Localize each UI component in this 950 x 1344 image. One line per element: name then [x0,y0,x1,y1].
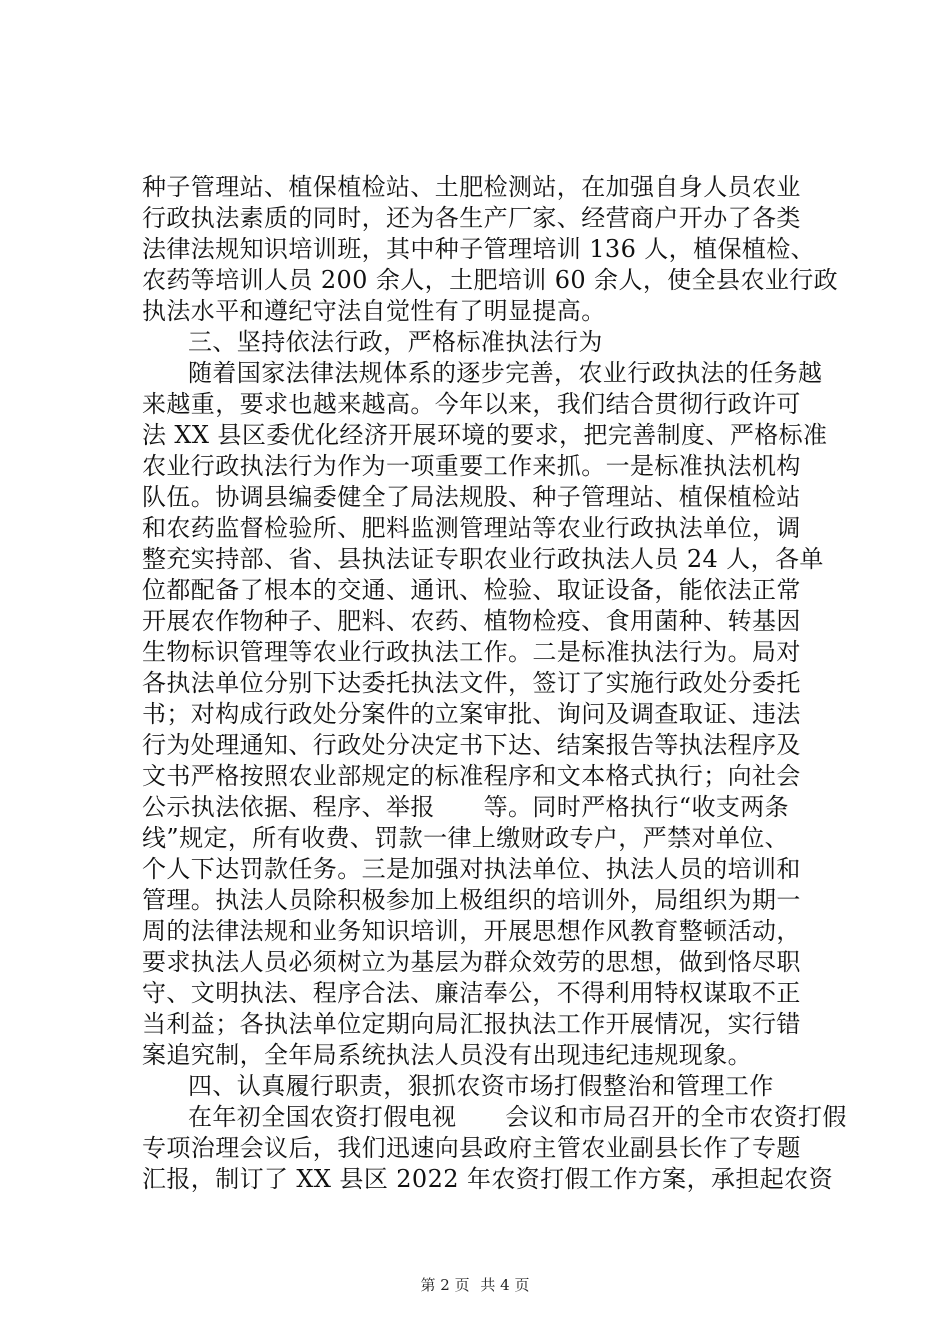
text-line: 法律法规知识培训班，其中种子管理培训 136 人，植保植检、 [142,235,816,263]
text-line: 三、坚持依法行政，严格标准执法行为 [188,328,603,356]
text-line: 整充实持部、省、县执法证专职农业行政执法人员 24 人，各单 [142,545,824,573]
page-footer [0,1275,950,1295]
document-body [142,172,847,1195]
text-line: 来越重，要求也越来越高。今年以来，我们结合贯彻行政许可 [142,390,801,418]
text-line: 种子管理站、植保植检站、土肥检测站，在加强自身人员农业 [142,173,801,201]
text-line: 专项治理会议后，我们迅速向县政府主管农业副县长作了专题 [142,1134,801,1162]
text-line: 执法水平和遵纪守法自觉性有了明显提高。 [142,297,606,325]
text-line: 位都配备了根本的交通、通讯、检验、取证设备，能依法正常 [142,576,801,604]
text-line: 随着国家法律法规体系的逐步完善，农业行政执法的任务越 [188,359,823,387]
text-line: 个人下达罚款任务。三是加强对执法单位、执法人员的培训和 [142,855,801,883]
text-line: 案追究制，全年局系统执法人员没有出现违纪违规现象。 [142,1041,752,1069]
text-line: 在年初全国农资打假电视 会议和市局召开的全市农资打假 [188,1103,847,1131]
page-number: 第 2 页 [420,1276,470,1294]
text-line: 周的法律法规和业务知识培训，开展思想作风教育整顿活动， [142,917,801,945]
text-line: 生物标识管理等农业行政执法工作。二是标准执法行为。局对 [142,638,801,666]
text-line: 各执法单位分别下达委托执法文件，签订了实施行政处分委托 [142,669,801,697]
text-line: 农业行政执法行为作为一项重要工作来抓。一是标准执法机构 [142,452,801,480]
text-line: 队伍。协调县编委健全了局法规股、种子管理站、植保植检站 [142,483,801,511]
text-line: 开展农作物种子、肥料、农药、植物检疫、食用菌种、转基因 [142,607,801,635]
page-total: 共 4 页 [480,1276,530,1294]
text-line: 行政执法素质的同时，还为各生产厂家、经营商户开办了各类 [142,204,801,232]
text-line: 农药等培训人员 200 余人，土肥培训 60 余人，使全县农业行政 [142,266,839,294]
text-line: 文书严格按照农业部规定的标准程序和文本格式执行；向社会 [142,762,801,790]
text-line: 四、认真履行职责，狠抓农资市场打假整治和管理工作 [188,1072,774,1100]
text-line: 线”规定，所有收费、罚款一律上缴财政专户，严禁对单位、 [142,824,790,852]
text-line: 汇报，制订了 XX 县区 2022 年农资打假工作方案，承担起农资 [142,1165,833,1193]
text-line: 管理。执法人员除积极参加上极组织的培训外，局组织为期一 [142,886,801,914]
text-line: 要求执法人员必须树立为基层为群众效劳的思想，做到恪尽职 [142,948,801,976]
text-line: 和农药监督检验所、肥料监测管理站等农业行政执法单位，调 [142,514,801,542]
text-line: 书；对构成行政处分案件的立案审批、询问及调查取证、违法 [142,700,801,728]
text-line: 法 XX 县区委优化经济开展环境的要求，把完善制度、严格标准 [142,421,828,449]
text-line: 行为处理通知、行政处分决定书下达、结案报告等执法程序及 [142,731,801,759]
text-line: 公示执法依据、程序、举报 等。同时严格执行“收支两条 [142,793,790,821]
text-line: 守、文明执法、程序合法、廉洁奉公，不得利用特权谋取不正 [142,979,801,1007]
text-line: 当利益；各执法单位定期向局汇报执法工作开展情况，实行错 [142,1010,801,1038]
